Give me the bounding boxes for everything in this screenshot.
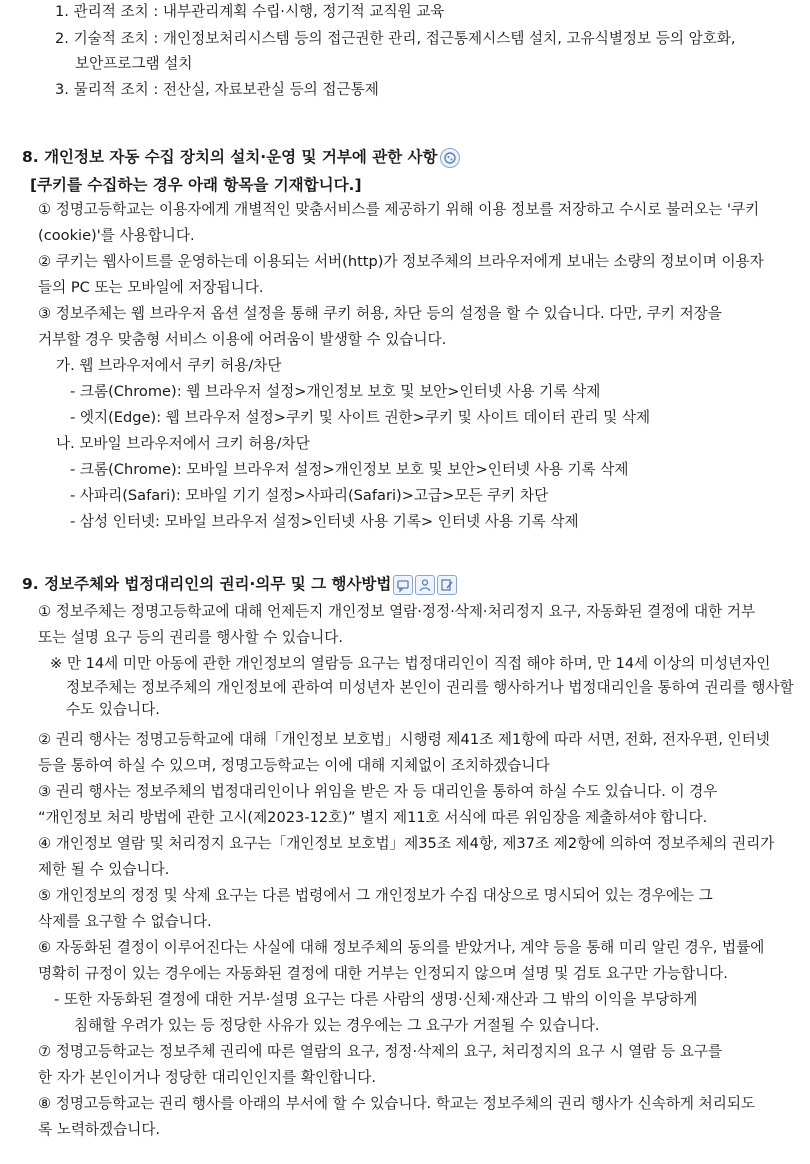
text-line: 한 자가 본인이거나 정당한 대리인인지를 확인합니다. [38,1069,376,1086]
text-line: 록 노력하겠습니다. [38,1121,161,1138]
text-line: ① 정명고등학교는 이용자에게 개별적인 맞춤서비스를 제공하기 위해 이용 정보를 저장하고 수시로 불러오는 '쿠키 [38,201,760,218]
text-line: 또는 설명 요구 등의 권리를 행사할 수 있습니다. [38,629,343,646]
text-line: 3. 물리적 조치 : 전산실, 자료보관실 등의 접근통제 [55,81,379,98]
edit-document-icon [437,575,457,595]
request-icon [393,575,413,595]
text-line: 나. 모바일 브라우저에서 크키 허용/차단 [56,435,310,452]
text-line: 거부할 경우 맞춤형 서비스 이용에 어려움이 발생할 수 있습니다. [38,331,447,348]
text-line: 명확히 규정이 있는 경우에는 자동화된 결정에 대한 거부는 인정되지 않으며 설명 및 검토 요구만 가능합니다. [38,965,728,982]
person-icon [415,575,435,595]
text-line: 침해할 우려가 있는 등 정당한 사유가 있는 경우에는 그 요구가 거절될 수 있습니다. [74,1017,600,1034]
text-line: - 또한 자동화된 결정에 대한 거부·설명 요구는 다른 사람의 생명·신체·재산과 그 밖의 이익을 부당하게 [54,991,698,1008]
text-line: - 엣지(Edge): 웹 브라우저 설정>쿠키 및 사이트 권한>쿠키 및 사이트 데이터 관리 및 삭제 [70,409,651,426]
text-line: 제한 될 수 있습니다. [38,861,170,878]
text-line: ② 권리 행사는 정명고등학교에 대해「개인정보 보호법」시행령 제41조 제1항에 따라 서면, 전화, 전자우편, 인터넷 [38,731,770,748]
text-line: ③ 정보주체는 웹 브라우저 옵션 설정을 통해 쿠키 허용, 차단 등의 설정을 할 수 있습니다. 다만, 쿠키 저장을 [38,305,722,322]
section-9-heading [22,574,798,595]
text-line: 가. 웹 브라우저에서 쿠키 허용/차단 [56,357,282,374]
section-8-title: 8. 개인정보 자동 수집 장치의 설치·운영 및 거부에 관한 사항 [22,148,438,166]
text-line: 보안프로그램 설치 [75,55,193,72]
text-line: “개인정보 처리 방법에 관한 고시(제2023-12호)” 별지 제11호 서식에 따른 위임장을 제출하셔야 합니다. [38,809,708,826]
section-8-heading [22,147,798,168]
text-line: ⑧ 정명고등학교는 권리 행사를 아래의 부서에 할 수 있습니다. 학교는 정보주체의 권리 행사가 신속하게 처리되도 [38,1095,756,1112]
text-line: ③ 권리 행사는 정보주체의 법정대리인이나 위임을 받은 자 등 대리인을 통하여 하실 수도 있습니다. 이 경우 [38,783,718,800]
text-line: - 크롬(Chrome): 모바일 브라우저 설정>개인정보 보호 및 보안>인터넷 사용 기록 삭제 [70,461,629,478]
text-line: 등을 통하여 하실 수 있으며, 정명고등학교는 이에 대해 지체없이 조치하겠습니다 [38,757,550,774]
text-line: ⑦ 정명고등학교는 정보주체 권리에 따른 열람의 요구, 정정·삭제의 요구, 처리정지의 요구 시 열람 등 요구를 [38,1043,723,1060]
text-line: - 삼성 인터넷: 모바일 브라우저 설정>인터넷 사용 기록> 인터넷 사용 기록 삭제 [70,513,579,530]
text-line: 정보주체는 정보주체의 개인정보에 관하여 미성년자 본인이 권리를 행사하거나 법정대리인을 통하여 권리를 행사할 [66,679,794,696]
text-line: 들의 PC 또는 모바일에 저장됩니다. [38,279,264,296]
text-line: 2. 기술적 조치 : 개인정보처리시스템 등의 접근권한 관리, 접근통제시스템 설치, 고유식별정보 등의 암호화, [55,30,736,47]
section-9-title: 9. 정보주체와 법정대리인의 권리·의무 및 그 행사방법 [22,575,392,593]
text-line: ① 정보주체는 정명고등학교에 대해 언제든지 개인정보 열람·정정·삭제·처리정지 요구, 자동화된 결정에 대한 거부 [38,603,756,620]
text-line: 수도 있습니다. [66,701,160,718]
cookie-settings-icon [440,148,460,168]
text-line: 삭제를 요구할 수 없습니다. [38,913,212,930]
text-line: ※ 만 14세 미만 아동에 관한 개인정보의 열람등 요구는 법정대리인이 직접 해야 하며, 만 14세 이상의 미성년자인 [50,655,771,672]
note-heading: [쿠키를 수집하는 경우 아래 항목을 기재합니다.] [30,176,362,194]
text-line: ④ 개인정보 열람 및 처리정지 요구는「개인정보 보호법」제35조 제4항, 제37조 제2항에 의하여 정보주체의 권리가 [38,835,775,852]
text-line: ⑤ 개인정보의 정정 및 삭제 요구는 다른 법령에서 그 개인정보가 수집 대상으로 명시되어 있는 경우에는 그 [38,887,713,904]
text-line: (cookie)'를 사용합니다. [38,227,195,244]
text-line: - 사파리(Safari): 모바일 기기 설정>사파리(Safari)>고급>모든 쿠키 차단 [70,487,549,504]
text-line: ⑥ 자동화된 결정이 이루어진다는 사실에 대해 정보주체의 동의를 받았거나, 계약 등을 통해 미리 알린 경우, 법률에 [38,939,765,956]
text-line: - 크롬(Chrome): 웹 브라우저 설정>개인정보 보호 및 보안>인터넷 사용 기록 삭제 [70,383,601,400]
text-line: ② 쿠키는 웹사이트를 운영하는데 이용되는 서버(http)가 정보주체의 브라우저에게 보내는 소량의 정보이며 이용자 [38,253,764,270]
text-line: 1. 관리적 조치 : 내부관리계획 수립·시행, 정기적 교직원 교육 [55,3,445,20]
